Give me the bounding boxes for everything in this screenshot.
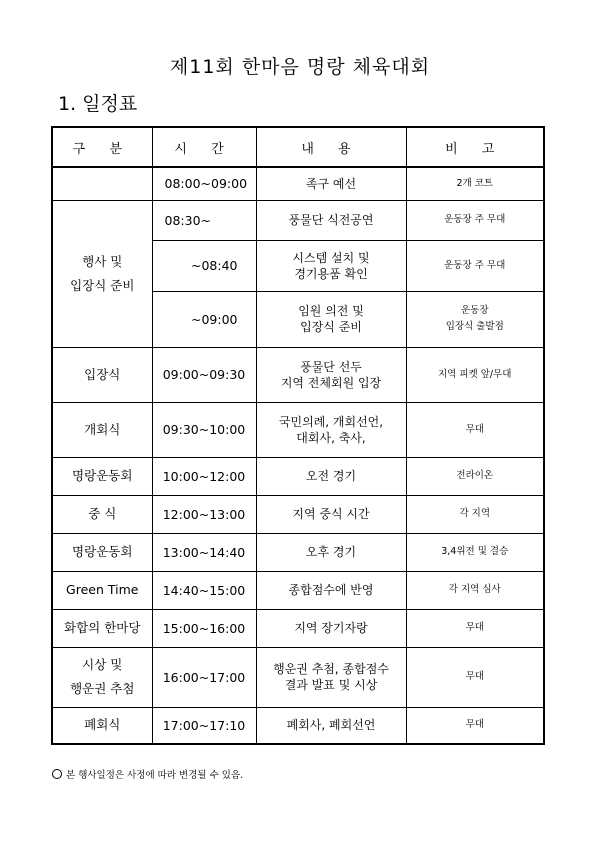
category-cell: 화합의 한마당 xyxy=(52,609,152,647)
note-cell: 3,4위전 및 결승 xyxy=(406,533,544,571)
note-cell: 전라이온 xyxy=(406,457,544,495)
note-cell: 운동장 주 무대 xyxy=(406,240,544,291)
table-row xyxy=(52,647,544,707)
content-cell: 풍물단 선두 지역 전체회원 입장 xyxy=(256,347,406,402)
time-cell: ~09:00 xyxy=(152,291,256,347)
content-cell: 행운권 추첨, 종합점수 결과 발표 및 시상 xyxy=(256,647,406,707)
time-cell: 16:00~17:00 xyxy=(152,647,256,707)
note-cell: 무대 xyxy=(406,647,544,707)
note-cell: 운동장 주 무대 xyxy=(406,200,544,240)
note-cell: 무대 xyxy=(406,707,544,744)
time-cell: 12:00~13:00 xyxy=(152,495,256,533)
time-cell: 08:00~09:00 xyxy=(152,167,256,200)
table-row xyxy=(52,609,544,647)
content-cell: 오후 경기 xyxy=(256,533,406,571)
circle-bullet-icon xyxy=(52,769,62,779)
table-row xyxy=(52,402,544,457)
table-row xyxy=(52,167,544,200)
content-cell: 국민의례, 개회선언, 대회사, 축사, xyxy=(256,402,406,457)
note-cell: 무대 xyxy=(406,402,544,457)
time-cell: 08:30~ xyxy=(152,200,256,240)
table-row xyxy=(52,571,544,609)
category-cell: 입장식 xyxy=(52,347,152,402)
category-cell: 명랑운동회 xyxy=(52,457,152,495)
header-time: 시 간 xyxy=(152,127,256,167)
content-cell: 시스템 설치 및 경기용품 확인 xyxy=(256,240,406,291)
header-row xyxy=(52,127,544,167)
time-cell: 09:30~10:00 xyxy=(152,402,256,457)
content-cell: 폐회사, 폐회선언 xyxy=(256,707,406,744)
header-content: 내 용 xyxy=(256,127,406,167)
content-cell: 오전 경기 xyxy=(256,457,406,495)
footnote-text: 본 행사일정은 사정에 따라 변경될 수 있음. xyxy=(66,770,244,781)
content-cell: 임원 의전 및 입장식 준비 xyxy=(256,291,406,347)
time-cell: 13:00~14:40 xyxy=(152,533,256,571)
content-cell: 지역 중식 시간 xyxy=(256,495,406,533)
footnote xyxy=(52,767,243,781)
time-cell: ~08:40 xyxy=(152,240,256,291)
category-cell xyxy=(52,167,152,200)
category-cell: 폐회식 xyxy=(52,707,152,744)
time-cell: 10:00~12:00 xyxy=(152,457,256,495)
note-cell: 각 지역 심사 xyxy=(406,571,544,609)
time-cell: 15:00~16:00 xyxy=(152,609,256,647)
category-cell: 명랑운동회 xyxy=(52,533,152,571)
table-row xyxy=(52,707,544,744)
note-cell: 2개 코트 xyxy=(406,167,544,200)
category-cell: 행사 및 입장식 준비 xyxy=(52,200,152,347)
time-cell: 09:00~09:30 xyxy=(152,347,256,402)
table-row xyxy=(52,457,544,495)
category-cell: 중 식 xyxy=(52,495,152,533)
time-cell: 14:40~15:00 xyxy=(152,571,256,609)
category-cell: 개회식 xyxy=(52,402,152,457)
content-cell: 풍물단 식전공연 xyxy=(256,200,406,240)
table-row xyxy=(52,200,544,240)
section-heading: 1. 일정표 xyxy=(58,93,138,115)
content-cell: 지역 장기자랑 xyxy=(256,609,406,647)
header-note: 비 고 xyxy=(406,127,544,167)
header-category: 구 분 xyxy=(52,127,152,167)
category-cell: 시상 및 행운권 추첨 xyxy=(52,647,152,707)
table-row xyxy=(52,347,544,402)
note-cell: 운동장 입장식 출발점 xyxy=(406,291,544,347)
schedule-table xyxy=(51,126,545,745)
content-cell: 종합점수에 반영 xyxy=(256,571,406,609)
note-cell: 각 지역 xyxy=(406,495,544,533)
note-cell: 지역 피켓 앞/무대 xyxy=(406,347,544,402)
document-title: 제11회 한마음 명랑 체육대회 xyxy=(169,56,431,78)
note-cell: 무대 xyxy=(406,609,544,647)
category-cell: Green Time xyxy=(52,571,152,609)
time-cell: 17:00~17:10 xyxy=(152,707,256,744)
content-cell: 족구 예선 xyxy=(256,167,406,200)
table-row xyxy=(52,495,544,533)
table-row xyxy=(52,533,544,571)
